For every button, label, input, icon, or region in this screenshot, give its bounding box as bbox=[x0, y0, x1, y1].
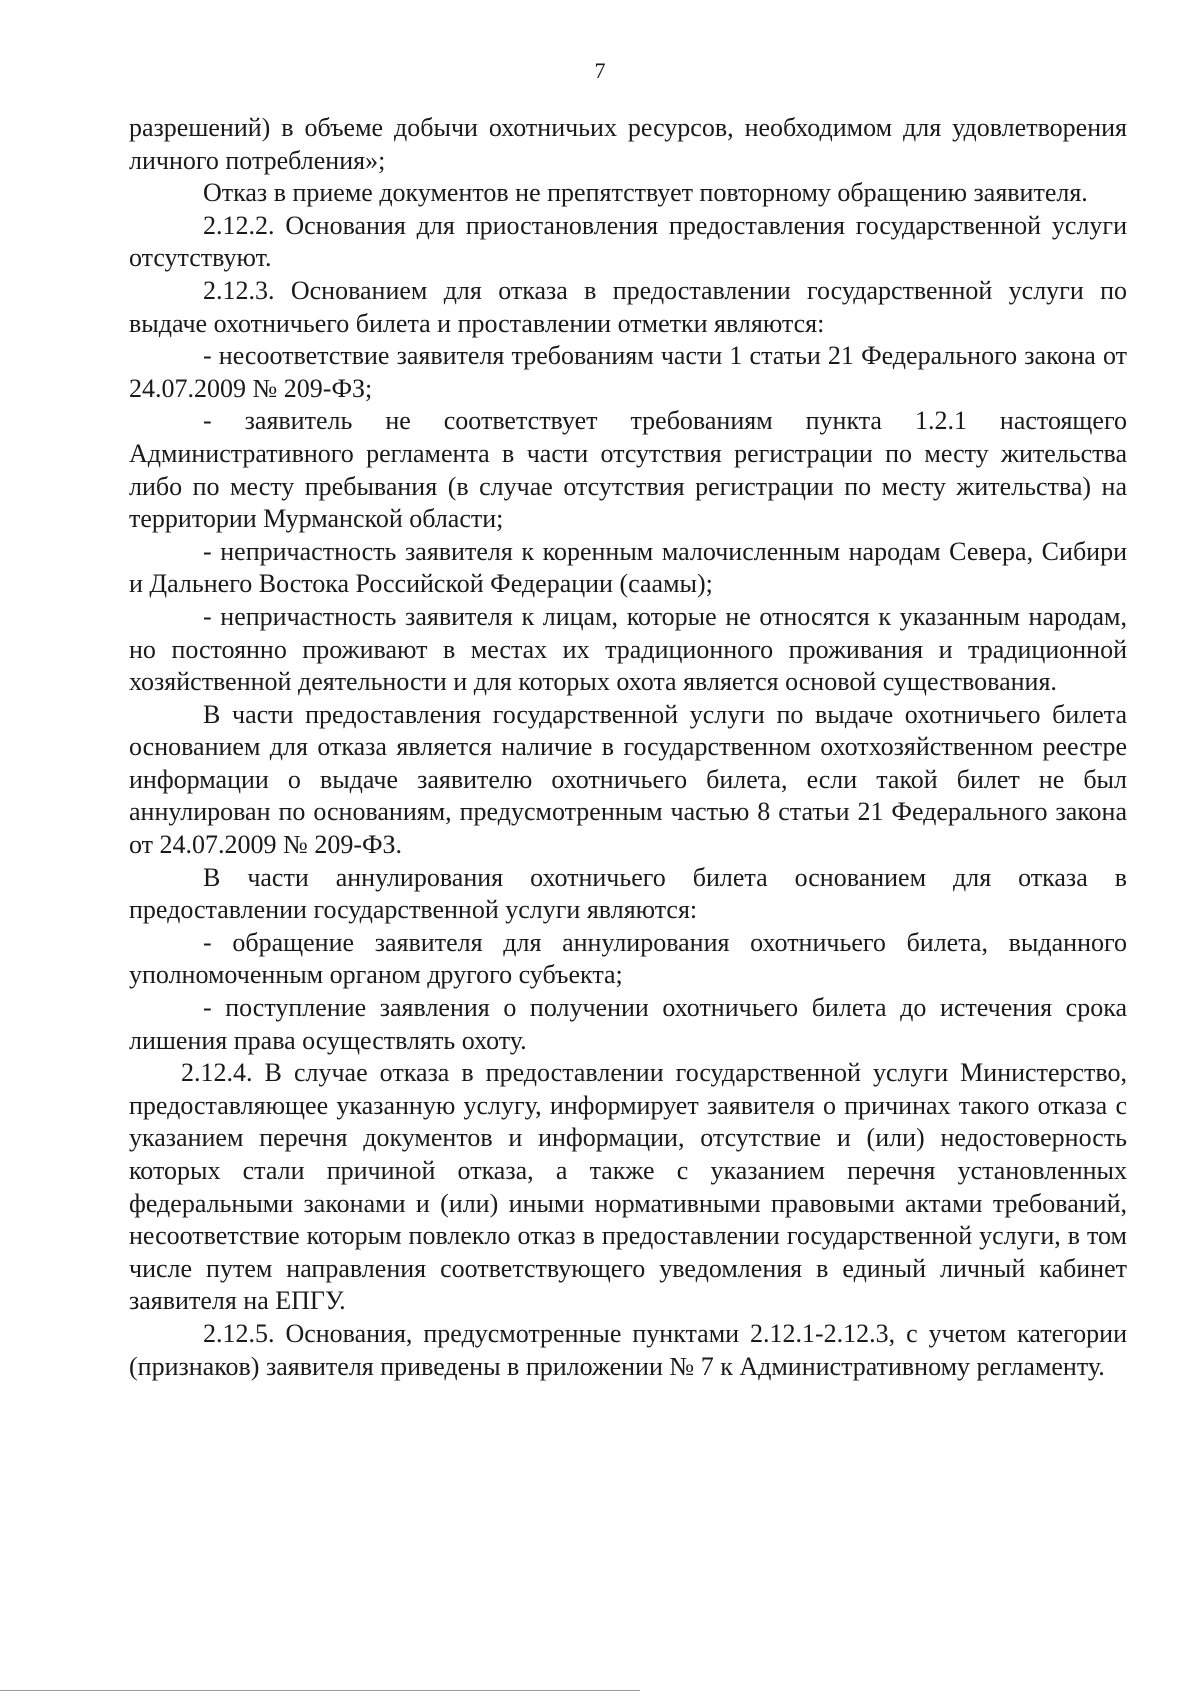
paragraph-list-item-1: - несоответствие заявителя требованиям части 1 статьи 21 Федерального закона от 24.07.2009 № 209-ФЗ; bbox=[129, 341, 1127, 403]
bottom-scan-rule bbox=[0, 1690, 640, 1691]
paragraph-list-item-5: - обращение заявителя для аннулирования охотничьего билета, выданного уполномоченным органом другого субъекта; bbox=[129, 927, 1127, 990]
paragraph-2-12-4: 2.12.4. В случае отказа в предоставлении государственной услуги Министерство, предоставляющее указанную услугу, информирует заявителя о причинах такого отказа с указанием перечня документов и информации, отсутствие и (или) недостоверность которых стали причиной отказа, а также с указанием перечня установленных федеральными законами и (или) иными нормативными правовыми актами требований, несоответствие которым повлекло отказ в предоставлении государственной услуги, в том числе путем направления соответствующего уведомления в единый личный кабинет заявителя на ЕПГУ. bbox=[129, 1058, 1127, 1316]
paragraph-list-item-6: - поступление заявления о получении охотничьего билета до истечения срока лишения права осуществлять охоту. bbox=[129, 993, 1127, 1055]
paragraph-annulment-refusal: В части аннулирования охотничьего билета основанием для отказа в предоставлении государственной услуги являются: bbox=[129, 862, 1127, 925]
paragraph-2-12-5: 2.12.5. Основания, предусмотренные пунктами 2.12.1-2.12.3, с учетом категории (признаков) заявителя приведены в приложении № 7 к Административному регламенту. bbox=[129, 1318, 1127, 1381]
paragraph-2-12-2: 2.12.2. Основания для приостановления предоставления государственной услуги отсутствуют. bbox=[129, 210, 1127, 273]
paragraph-issuance-refusal: В части предоставления государственной услуги по выдаче охотничьего билета основанием для отказа является наличие в государственном охотхозяйственном реестре информации о выдаче заявителю охотничьего билета, если такой билет не был аннулирован по основаниям, предусмотренным частью 8 статьи 21 Федерального закона от 24.07.2009 № 209-ФЗ. bbox=[129, 699, 1127, 860]
page-number: 7 bbox=[594, 58, 606, 83]
document-body bbox=[129, 112, 1127, 1383]
paragraph-list-item-4: - непричастность заявителя к лицам, которые не относятся к указанным народам, но постоянно проживают в местах их традиционного проживания и традиционной хозяйственной деятельности и для которых охота является основой существования. bbox=[129, 601, 1127, 697]
paragraph-2-12-3: 2.12.3. Основанием для отказа в предоставлении государственной услуги по выдаче охотничьего билета и проставлении отметки являются: bbox=[129, 275, 1127, 338]
paragraph-continuation: разрешений) в объеме добычи охотничьих ресурсов, необходимом для удовлетворения личного потребления»; bbox=[129, 113, 1127, 175]
paragraph-refusal-note: Отказ в приеме документов не препятствует повторному обращению заявителя. bbox=[203, 178, 1088, 208]
paragraph-list-item-3: - непричастность заявителя к коренным малочисленным народам Севера, Сибири и Дальнего Востока Российской Федерации (саамы); bbox=[129, 536, 1127, 599]
paragraph-list-item-2: - заявитель не соответствует требованиям пункта 1.2.1 настоящего Административного регламента в части отсутствия регистрации по месту жительства либо по месту пребывания (в случае отсутствия регистрации по месту жительства) на территории Мурманской области; bbox=[129, 406, 1127, 534]
